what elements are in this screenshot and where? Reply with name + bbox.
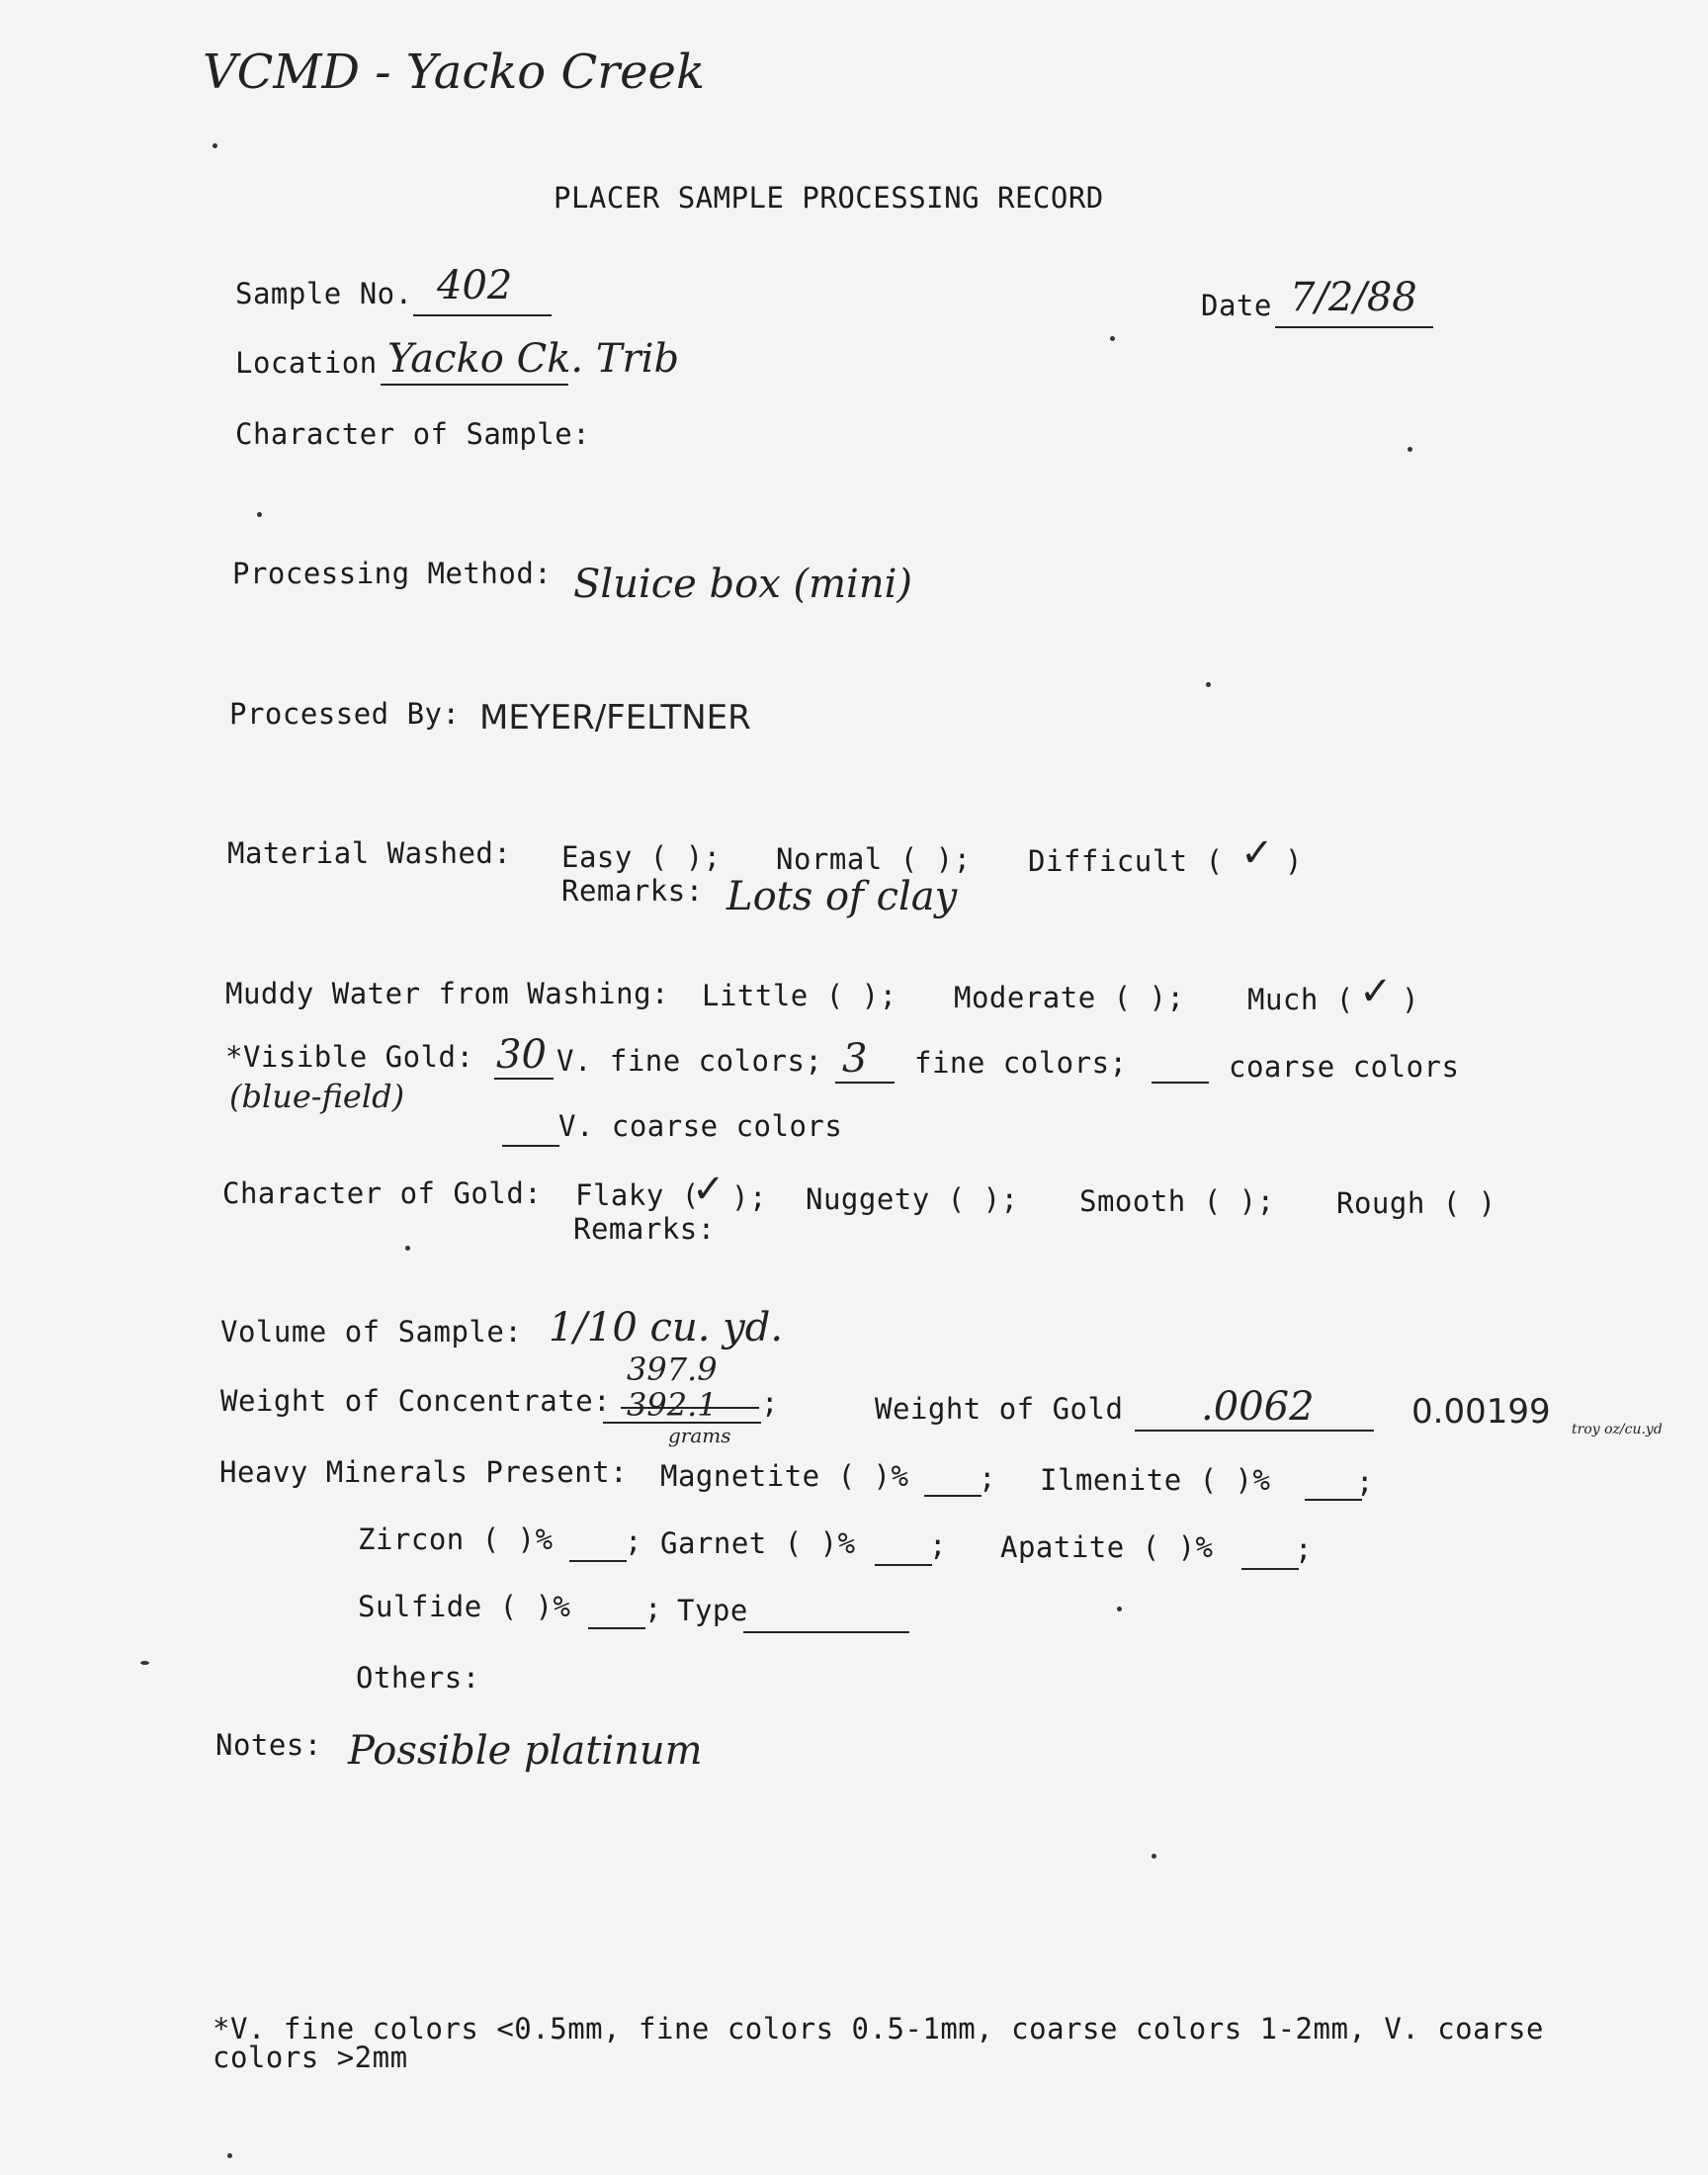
minerals-others: Others: <box>356 1661 480 1695</box>
header-note: VCMD - Yacko Creek <box>203 44 706 100</box>
concentrate-label: Weight of Concentrate: <box>220 1384 612 1418</box>
date-label: Date <box>1201 289 1272 322</box>
scan-speck <box>405 1246 410 1251</box>
magnetite-semi: ; <box>979 1461 996 1495</box>
garnet-line <box>875 1564 932 1566</box>
processed-by-value: MEYER/FELTNER <box>479 698 751 738</box>
type-line <box>743 1631 909 1633</box>
concentrate-struck: 392.1 <box>627 1386 718 1424</box>
scan-speck <box>227 2153 232 2158</box>
magnetite-line <box>924 1495 982 1497</box>
processed-by-label: Processed By: <box>229 697 461 731</box>
concentrate-corrected: 397.9 <box>627 1350 718 1388</box>
scan-speck <box>1117 1607 1122 1611</box>
material-easy: Easy ( ); <box>561 840 722 874</box>
mineral-apatite: Apatite ( )% <box>1000 1530 1214 1564</box>
gold-weight-value: .0062 <box>1201 1384 1315 1430</box>
sulfide-line <box>588 1627 645 1629</box>
visible-gold-note: (blue-field) <box>229 1078 405 1115</box>
apatite-line <box>1241 1568 1299 1570</box>
gold-weight-label: Weight of Gold <box>875 1392 1124 1426</box>
date-line <box>1275 326 1433 328</box>
gold-nuggety: Nuggety ( ); <box>806 1182 1019 1216</box>
concentrate-end: ; <box>761 1386 779 1420</box>
sample-no-line <box>413 314 552 316</box>
character-of-gold-label: Character of Gold: <box>222 1176 543 1210</box>
footnote-line2: colors >2mm <box>213 2041 408 2074</box>
muddy-water-label: Muddy Water from Washing: <box>225 977 669 1010</box>
muddy-much: Much ( <box>1247 983 1354 1016</box>
vfine-value: 30 <box>496 1032 547 1078</box>
zircon-line <box>569 1560 627 1562</box>
muddy-much-check: ✓ <box>1359 969 1393 1014</box>
sample-no-label: Sample No. <box>235 277 413 310</box>
gold-weight-line <box>1135 1430 1374 1432</box>
location-value: Yacko Ck. Trib <box>387 336 680 382</box>
notes-value: Possible platinum <box>348 1728 703 1774</box>
processing-method-label: Processing Method: <box>232 557 553 590</box>
mineral-garnet: Garnet ( )% <box>660 1526 856 1560</box>
date-value: 7/2/88 <box>1290 275 1417 320</box>
character-of-sample-label: Character of Sample: <box>235 417 591 451</box>
garnet-semi: ; <box>929 1528 947 1562</box>
gold-flaky: Flaky ( <box>575 1178 700 1212</box>
vcoarse-line <box>502 1145 559 1147</box>
coarse-label: coarse colors <box>1229 1050 1460 1084</box>
heavy-minerals-label: Heavy Minerals Present: <box>219 1455 629 1489</box>
scan-speck <box>1408 447 1412 452</box>
scan-speck <box>1152 1854 1156 1859</box>
gold-flaky-check: ✓ <box>692 1167 726 1212</box>
muddy-much-close: ) <box>1402 983 1419 1016</box>
gold-smooth: Smooth ( ); <box>1079 1184 1275 1218</box>
sulfide-semi: ; <box>644 1592 662 1625</box>
coarse-line <box>1152 1082 1209 1084</box>
processing-method-value: Sluice box (mini) <box>573 562 912 607</box>
material-remarks-label: Remarks: <box>561 874 704 908</box>
vcoarse-label: V. coarse colors <box>558 1109 843 1143</box>
footnote-line1: *V. fine colors <0.5mm, fine colors 0.5-1mm, coarse colors 1-2mm, V. coarse <box>213 2012 1544 2045</box>
mineral-magnetite: Magnetite ( )% <box>660 1459 909 1493</box>
page-title: PLACER SAMPLE PROCESSING RECORD <box>554 181 1104 215</box>
volume-label: Volume of Sample: <box>220 1315 523 1348</box>
notes-label: Notes: <box>215 1728 322 1762</box>
concentrate-unit: grams <box>668 1424 731 1447</box>
gold-rough: Rough ( ) <box>1336 1186 1496 1220</box>
apatite-semi: ; <box>1295 1532 1313 1566</box>
vfine-line <box>494 1078 554 1080</box>
mineral-zircon: Zircon ( )% <box>358 1522 554 1556</box>
scan-speck <box>213 143 217 148</box>
gold-weight-extra-unit: troy oz/cu.yd <box>1572 1422 1663 1437</box>
material-difficult-check: ✓ <box>1240 830 1274 876</box>
fine-value: 3 <box>842 1036 868 1082</box>
concentrate-strikeout <box>621 1407 759 1409</box>
muddy-little: Little ( ); <box>702 979 897 1012</box>
gold-flaky-close: ); <box>731 1180 767 1214</box>
scan-speck <box>1110 336 1115 341</box>
visible-gold-label: *Visible Gold: <box>225 1040 474 1074</box>
gold-remarks-label: Remarks: <box>573 1212 716 1246</box>
scan-speck <box>257 512 262 517</box>
ilmenite-semi: ; <box>1356 1465 1374 1499</box>
mineral-sulfide: Sulfide ( )% <box>358 1590 571 1623</box>
fine-line <box>835 1082 895 1084</box>
material-remarks-value: Lots of clay <box>726 874 958 919</box>
scan-speck <box>140 1661 149 1665</box>
mineral-ilmenite: Ilmenite ( )% <box>1040 1463 1271 1497</box>
material-normal: Normal ( ); <box>776 842 972 876</box>
material-washed-label: Material Washed: <box>227 836 512 870</box>
muddy-moderate: Moderate ( ); <box>954 981 1185 1014</box>
vfine-label: V. fine colors; <box>556 1044 823 1078</box>
gold-weight-extra: 0.00199 <box>1411 1392 1551 1432</box>
mineral-type: Type <box>677 1594 748 1627</box>
location-line <box>381 384 568 386</box>
material-difficult-close: ) <box>1285 844 1303 878</box>
fine-label: fine colors; <box>914 1046 1128 1080</box>
zircon-semi: ; <box>625 1524 642 1558</box>
location-label: Location <box>235 346 378 380</box>
sample-no-value: 402 <box>437 263 513 308</box>
scan-speck <box>1206 682 1211 687</box>
material-difficult: Difficult ( <box>1028 844 1224 878</box>
volume-value: 1/10 cu. yd. <box>549 1305 784 1350</box>
ilmenite-line <box>1305 1499 1362 1501</box>
